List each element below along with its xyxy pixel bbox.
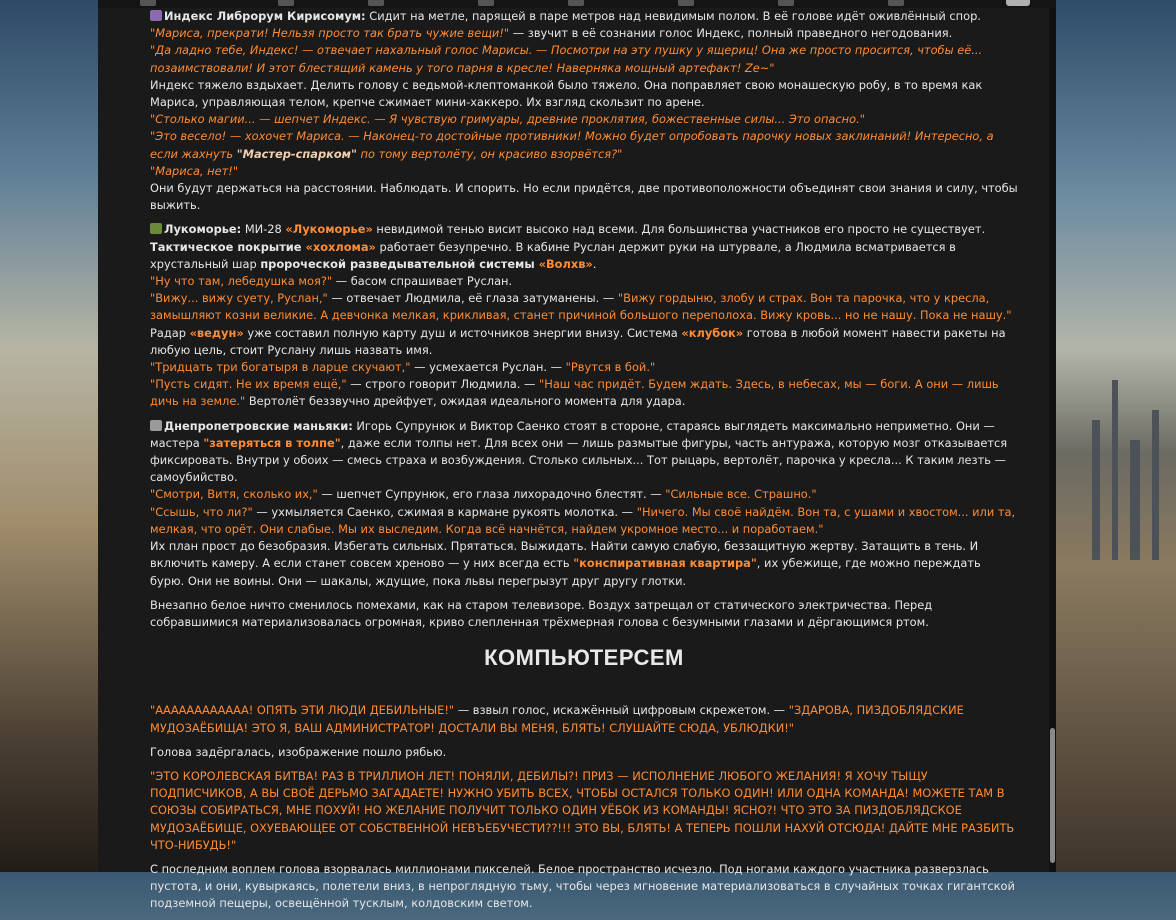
dialogue-line (150, 486, 1018, 503)
dialogue-line (150, 768, 1018, 854)
dnepr-intro (150, 418, 1018, 487)
background-right (1056, 0, 1176, 872)
text: уже составил полную карту душ и источников энергии внизу. Система (243, 325, 682, 340)
witch-icon (150, 10, 162, 21)
text: МИ-28 (241, 222, 286, 237)
dialogue-line (150, 290, 1018, 324)
highlight: «клубок» (681, 325, 744, 340)
character-name: Индекс Либрорум Кирисомум: (164, 9, 366, 23)
quote: "Пусть сидят. Не их время ещё," (150, 377, 347, 392)
character-name: Днепропетровские маньяки: (164, 418, 353, 433)
dialogue-line (150, 702, 1018, 736)
quote: "Ссышь, что ли?" (150, 504, 253, 519)
quote: "Ничего. Мы своё найдём. Вон та, с ушами и хвостом... или та, мелкая, что орёт. Они слабые. Мы их выследим. Когда всё начнётся, найдем укромное место... и поработаем." (150, 504, 1016, 536)
transition-paragraph: Внезапно белое ничто сменилось помехами, как на старом телевизоре. Воздух затрещал от статического электричества. Перед собравшимися материализовалась огромная, криво слепленная трёхмерная голова с безумными глазами и дёргающимся ртом. (150, 597, 933, 629)
quote: "ЗДАРОВА, ПИЗДОБЛЯДСКИЕ МУДОЗАЁБИЩА! ЭТО Я, ВАШ АДМИНИСТРАТОР! ДОСТАЛИ ВЫ МЕНЯ, БЛЯТЬ! СЛУШАЙТЕ СЮДА, УБЛЮДКИ!" (150, 703, 964, 735)
toolbar-icon[interactable] (778, 0, 794, 6)
story-panel (98, 8, 1056, 911)
toolbar-icon[interactable] (140, 0, 156, 6)
quote: "ЭТО КОРОЛЕВСКАЯ БИТВА! РАЗ В ТРИЛЛИОН ЛЕТ! ПОНЯЛИ, ДЕБИЛЫ?! ПРИЗ — ИСПОЛНЕНИЕ ЛЮБОГО ЖЕЛАНИЯ! Я ХОЧУ ТЫЩУ ПОДПИСЧИКОВ, А ВЫ СВОЁ ДЕРЬМО ЗАГАДАЕТЕ! НУЖНО УБИТЬ ВСЕХ, ЧТОБЫ ОСТАЛСЯ ТОЛЬКО ОДИН! ИЛИ ОДНА КОМАНДА! МОЖЕТЕ ТАМ В СОЮЗЫ СОБИРАТЬСЯ, МНЕ ПОХУЙ! НО ЖЕЛАНИЕ ПОЛУЧИТ ТОЛЬКО ОДИН УЁБОК ИЗ КОМАНДЫ! ЯСНО?! ЧТО ЭТО ЗА ПИЗДОБЛЯДСКОЕ МУДОЗАЁБИЩЕ, ОХУЕВАЮЩЕЕ ОТ СОБСТВЕННОЙ НЕВЪЕБУЧЕСТИ??!!! ЭТО ВЫ, БЛЯТЬ! А ТЕПЕРЬ ПОШЛИ НАХУЙ ОТСЮДА! ДАЙТЕ МНЕ РАЗБИТЬ ЧТО-НИБУДЬ!" (150, 768, 1015, 852)
lukomorye-intro (150, 221, 1018, 273)
character-name: Лукоморье: (164, 222, 242, 237)
highlight: «Лукоморье» (285, 222, 373, 237)
highlight: «Волхв» (538, 256, 593, 271)
text: — строго говорит Людмила. — (346, 377, 540, 392)
text: — взвыл голос, искажённый цифровым скрежетом. — (454, 703, 789, 718)
helicopter-icon (150, 223, 162, 234)
dialogue-line (150, 359, 1018, 376)
chapter-heading: КОМПЬЮТЕРСЕМ (484, 645, 684, 671)
quote: "Столько магии... — шепчет Индекс. — Я чувствую гримуары, древние проклятия, божественные силы... Это опасно." (150, 112, 865, 127)
text: работает безупречно. В кабине Руслан держит руки на штурвале, а Людмила всматривается в хрустальный шар (150, 239, 956, 271)
narration: С последним воплем голова взорвалась миллионами пикселей. Белое пространство исчезло. Под ногами каждого участника разверзлась пустота, и они, кувыркаясь, полетели вниз, в непроглядную тьму, чтобы через мгновение материализоваться в случайных точках гигантской подземной пещеры, освещённой тусклым, колдовским светом. (150, 861, 1015, 911)
text: , даже если толпы нет. Для всех они — лишь размытые фигуры, часть антуража, которую мозг отказывается фиксировать. Внутри у обоих — смесь страха и возбуждения. Столько сильных... Тот рыцарь, вертолёт, парочка у кресла... К таким лезть — самоубийство. (150, 435, 1008, 485)
text: . (592, 256, 597, 271)
quote: "Мариса, нет!" (150, 163, 239, 178)
text: невидимой тенью висит высоко над всеми. Для большинства участников его просто не существует. (372, 222, 986, 237)
quote: "Да ладно тебе, Индекс! — отвечает нахальный голос Марисы. — Посмотри на эту пушку у ящериц! Она же просто просится, чтобы её... позаимствовали! И этот блестящий камень у того парня в кресле! Наверняка мощный артефакт! Ze~" (150, 43, 983, 75)
highlight: "затеряться в толпе" (203, 435, 341, 450)
quote: "Вижу гордыню, злобу и страх. Вон та парочка, что у кресла, замышляют козни великие. А девчонка мелкая, крикливая, станет причиной большого переполоха. Вижу кровь... но не нашу. Пока не нашу." (150, 291, 1012, 323)
dialogue-line (150, 376, 1018, 410)
dialogue-line (150, 128, 1018, 162)
dialogue-line (150, 163, 1018, 180)
scrollbar-thumb[interactable] (1050, 728, 1055, 863)
toolbar-icon[interactable] (888, 0, 904, 6)
toolbar-icon[interactable] (568, 0, 584, 6)
scrollbar[interactable] (1049, 8, 1056, 872)
text: — звучит в её сознании голос Индекс, полный праведного негодования. (509, 26, 953, 41)
quote: "Мариса, прекрати! Нельзя просто так брать чужие вещи!" (150, 26, 510, 41)
narration: Они будут держаться на расстоянии. Наблюдать. И спорить. Но если придётся, две противоположности объединят свои знания и силу, чтобы выжить. (150, 181, 1018, 213)
quote: "Наш час придёт. Будем ждать. Здесь, в небесах, мы — боги. А они — лишь дичь на земле." (150, 377, 999, 409)
quote: "Вижу... вижу суету, Руслан," (150, 291, 328, 306)
text: — шепчет Супрунюк, его глаза лихорадочно блестят. — (317, 487, 666, 502)
index-intro (150, 8, 1018, 25)
toolbar-button[interactable] (1006, 0, 1030, 6)
text: — отвечает Людмила, её глаза затуманены. — (327, 291, 618, 306)
dialogue-line (150, 273, 1018, 290)
text: Сидит на метле, парящей в паре метров над невидимым полом. В её голове идёт оживлённый спор. (365, 9, 981, 23)
bold-text: пророческой разведывательной системы (260, 256, 539, 271)
quote: "Смотри, Витя, сколько их," (150, 487, 318, 502)
top-toolbar (98, 0, 1056, 8)
quote: "Это весело! — хохочет Мариса. — Наконец-то достойные противники! Можно будет опробовать парочку новых заклинаний! Интересно, а если жахнуть (150, 129, 994, 161)
text: Вертолёт беззвучно дрейфует, ожидая идеального момента для удара. (245, 394, 686, 409)
quote: по тому вертолёту, он красиво взорвётся?" (356, 146, 623, 161)
spell-name: "Мастер-спарком" (236, 146, 357, 161)
text: — ухмыляется Саенко, сжимая в кармане рукоять молотка. — (252, 504, 637, 519)
text: Игорь Супрунюк и Виктор Саенко стоят в стороне, стараясь выглядеть максимально неприметно. Они — мастера (150, 418, 995, 450)
narration (150, 325, 1018, 359)
text: — усмехается Руслан. — (410, 360, 566, 375)
text: — басом спрашивает Руслан. (332, 274, 513, 289)
dialogue-line (150, 42, 1018, 76)
dialogue-line (150, 111, 1018, 128)
highlight: «ведун» (189, 325, 244, 340)
quote: "АААААААААААА! ОПЯТЬ ЭТИ ЛЮДИ ДЕБИЛЬНЫЕ!" (150, 703, 455, 718)
quote: "Ну что там, лебедушка моя?" (150, 274, 333, 289)
highlight: "конспиративная квартира" (573, 556, 757, 571)
narration (150, 538, 1018, 590)
text: Их план прост до безобразия. Избегать сильных. Прятаться. Выжидать. Найти самую слабую, беззащитную жертву. Затащить в тень. И включить камеру. А если станет совсем хреново — у них всегда есть (150, 539, 979, 571)
toolbar-icon[interactable] (478, 0, 494, 6)
hammer-icon (150, 420, 162, 431)
quote: "Тридцать три богатыря в ларце скучают," (150, 360, 411, 375)
toolbar-icon[interactable] (678, 0, 694, 6)
text: Радар (150, 325, 190, 340)
narration: Индекс тяжело вздыхает. Делить голову с ведьмой-клептоманкой было тяжело. Она поправляет свою монашескую робу, в то время как Мариса, управляющая телом, крепче сжимает мини-хаккеро. Их взгляд скользит по арене. (150, 77, 983, 110)
text: готова в любой момент навести ракеты на любую цель, стоит Руслану лишь назвать имя. (150, 325, 1006, 357)
narration: Голова задёргалась, изображение пошло рябью. (150, 744, 447, 759)
toolbar-icon[interactable] (368, 0, 384, 6)
story-content (150, 8, 1018, 920)
dialogue-line (150, 504, 1018, 538)
quote: "Сильные все. Страшно." (665, 487, 817, 502)
toolbar-icon[interactable] (278, 0, 294, 6)
dialogue-line (150, 25, 1018, 42)
highlight: «хохлома» (305, 239, 376, 254)
text: , их убежище, где можно переждать бурю. Они не воины. Они — шакалы, ждущие, пока львы перегрызут друг другу глотки. (150, 556, 981, 588)
background-left (0, 0, 98, 872)
bold-text: Тактическое покрытие (150, 239, 306, 254)
quote: "Рвутся в бой." (565, 360, 656, 375)
